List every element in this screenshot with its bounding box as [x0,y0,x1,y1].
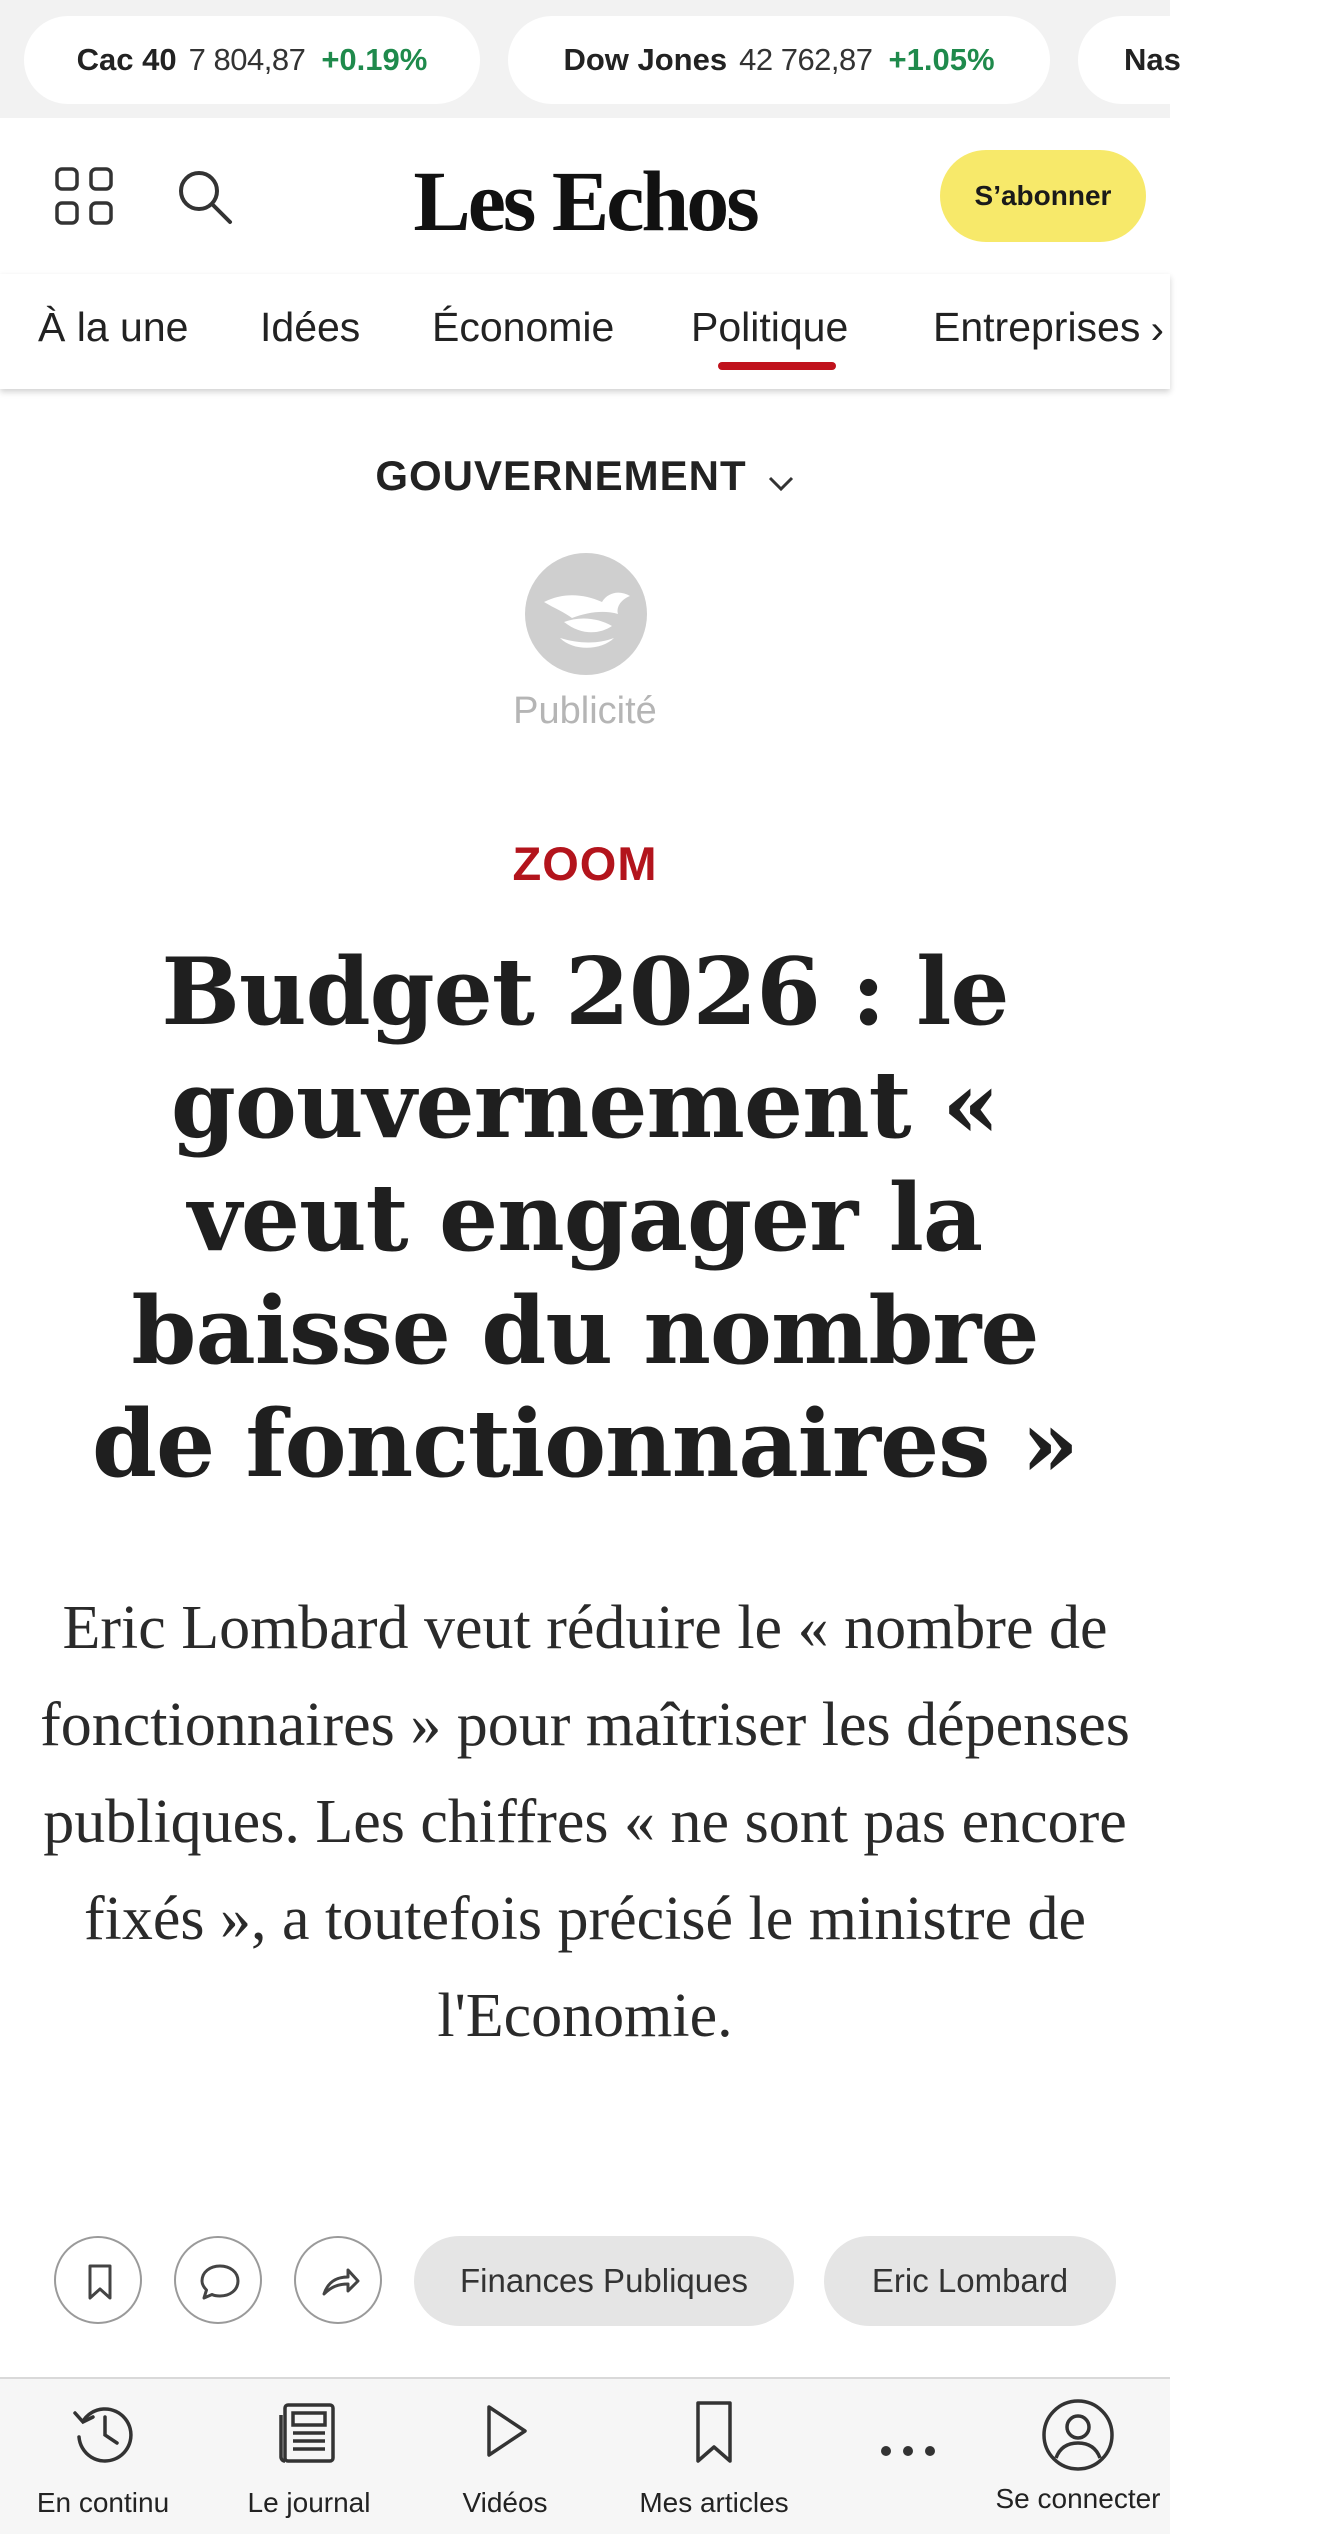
ticker-value: 42 762,87 [739,42,873,77]
ticker-item-nasdaq[interactable] [1078,16,1324,104]
bottom-nav-label: Le journal [247,2487,371,2518]
section-nav [0,274,1170,389]
tab-politique[interactable]: Politique [691,304,849,350]
bottom-nav-label: Se connecter [995,2483,1161,2514]
tab-economie[interactable]: Économie [432,304,615,350]
share-icon [316,2258,364,2306]
bottom-nav [0,2377,1170,2534]
tab-entreprises[interactable]: Entreprises [933,304,1141,350]
article-lead: Eric Lombard veut réduire le « nombre de fonctionnaires » pour maîtriser les dépenses publiques. Les chiffres « ne sont pas encore fixés », a toutefois précisé le ministre de l'Economie. [40,1594,1130,2050]
market-ticker [0,0,1181,118]
site-logo[interactable]: Les Echos [413,153,757,249]
bottom-nav-label: Vidéos [462,2487,548,2518]
tab-a-la-une[interactable]: À la une [38,304,189,350]
site-header [0,118,1170,274]
section-selector[interactable] [0,452,1170,503]
article-title: Budget 2026 : le gouvernement « veut engager la baisse du nombre de fonctionnaires » [91,937,1079,1498]
bottom-nav-le-journal[interactable] [206,2379,412,2534]
subscribe-button[interactable]: S’abonner [940,150,1146,242]
chevron-right-icon[interactable]: › [1147,308,1164,353]
bottom-nav-more[interactable] [830,2379,986,2534]
bottom-nav-label: En continu [36,2487,170,2518]
ticker-change: +0.19% [321,42,428,77]
bookmark-button[interactable] [54,2236,142,2324]
ad-placeholder-logo-icon [524,552,648,676]
ticker-change: +1.05% [888,42,995,77]
ticker-name: Dow Jones [563,42,728,77]
ticker-name: Nas [1124,42,1181,77]
bottom-nav-en-continu[interactable] [0,2379,206,2534]
newspaper-icon [273,2397,345,2469]
article-kicker: ZOOM [512,837,658,890]
chevron-down-icon [767,455,795,503]
comment-button[interactable] [174,2236,262,2324]
share-button[interactable] [294,2236,382,2324]
ad-label: Publicité [513,690,657,732]
bookmark-icon [76,2258,124,2306]
more-icon [872,2415,944,2487]
section-title: GOUVERNEMENT [375,452,747,499]
tab-idees[interactable]: Idées [260,304,361,350]
tag-finances-publiques[interactable]: Finances Publiques [414,2236,794,2326]
ticker-name: Cac 40 [76,42,177,77]
play-icon [469,2397,541,2469]
bottom-nav-se-connecter[interactable] [986,2379,1170,2534]
bottom-nav-videos[interactable] [412,2379,598,2534]
user-icon [1040,2397,1116,2473]
active-tab-indicator [718,362,836,370]
bottom-nav-mes-articles[interactable] [598,2379,830,2534]
ticker-value: 7 804,87 [188,42,306,77]
bottom-nav-label: Mes articles [639,2487,789,2518]
comment-icon [196,2258,244,2306]
tag-eric-lombard[interactable]: Eric Lombard [824,2236,1116,2326]
history-icon [67,2397,139,2469]
ticker-item-dowjones[interactable] [508,16,1050,104]
ticker-item-cac40[interactable] [24,16,480,104]
bookmark-icon [678,2397,750,2469]
